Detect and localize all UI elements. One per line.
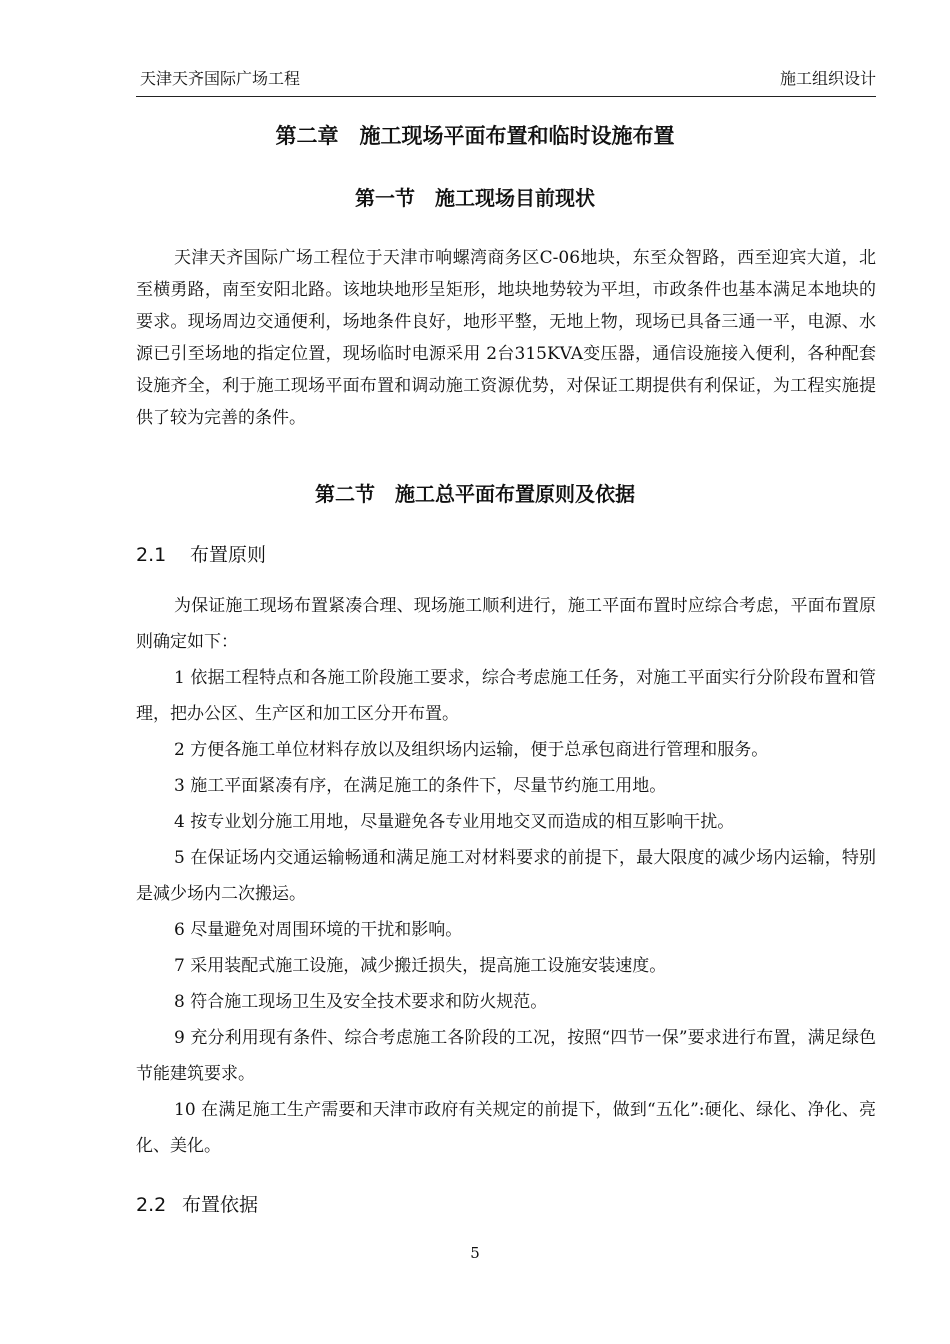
- header-document-type: 施工组织设计: [779, 69, 876, 88]
- list-item: 2 方便各施工单位材料存放以及组织场内运输，便于总承包商进行管理和服务。: [174, 740, 769, 760]
- subsection-number: 2.2: [136, 1194, 167, 1216]
- list-item: 1 依据工程特点和各施工阶段施工要求，综合考虑施工任务，对施工平面实行分阶段布置和管理，把办公区、生产区和加工区分开布置。: [136, 668, 876, 724]
- subsection-2-1-heading: [136, 540, 266, 567]
- list-item: 10 在满足施工生产需要和天津市政府有关规定的前提下，做到“五化”:硬化、绿化、净化、亮化、美化。: [136, 1100, 876, 1156]
- header-project-name: 天津天齐国际广场工程: [140, 69, 301, 88]
- section1-paragraph: 天津天齐国际广场工程位于天津市响螺湾商务区C-06地块，东至众智路，西至迎宾大道，北至横勇路，南至安阳北路。该地块地形呈矩形，地块地势较为平坦，市政条件也基本满足本地块的要求。现场周边交通便利，场地条件良好，地形平整，无地上物，现场已具备三通一平，电源、水源已引至场地的指定位置，现场临时电源采用 2台315KVA变压器，通信设施接入便利，各种配套设施齐全，利于施工现场平面布置和调动施工资源优势，对保证工期提供有利保证，为工程实施提供了较为完善的条件。: [136, 248, 876, 428]
- principles-body: [136, 588, 876, 1164]
- section2-title: 第二节 施工总平面布置原则及依据: [315, 482, 635, 506]
- subsection-title: 布置依据: [182, 1194, 259, 1216]
- list-item: 5 在保证场内交通运输畅通和满足施工对材料要求的前提下，最大限度的减少场内运输，特别是减少场内二次搬运。: [136, 848, 876, 904]
- section1-body: [136, 242, 876, 434]
- subsection-title: 布置原则: [190, 544, 267, 566]
- page-number: 5: [470, 1244, 480, 1262]
- list-item: 8 符合施工现场卫生及安全技术要求和防火规范。: [174, 992, 548, 1012]
- section1-title: 第一节 施工现场目前现状: [355, 186, 595, 210]
- header-divider: [136, 96, 876, 97]
- subsection-2-2-heading: [136, 1190, 258, 1217]
- list-item: 9 充分利用现有条件、综合考虑施工各阶段的工况，按照“四节一保”要求进行布置，满足绿色节能建筑要求。: [136, 1028, 876, 1084]
- list-item: 6 尽量避免对周围环境的干扰和影响。: [174, 920, 463, 940]
- principles-intro: 为保证施工现场布置紧凑合理、现场施工顺利进行，施工平面布置时应综合考虑，平面布置原则确定如下：: [136, 596, 876, 652]
- chapter-title: 第二章 施工现场平面布置和临时设施布置: [275, 124, 675, 148]
- subsection-number: 2.1: [136, 544, 167, 566]
- list-item: 3 施工平面紧凑有序，在满足施工的条件下，尽量节约施工用地。: [174, 776, 667, 796]
- list-item: 7 采用装配式施工设施，减少搬迁损失，提高施工设施安装速度。: [174, 956, 667, 976]
- list-item: 4 按专业划分施工用地，尽量避免各专业用地交叉而造成的相互影响干扰。: [174, 812, 735, 832]
- page-header: [140, 66, 876, 90]
